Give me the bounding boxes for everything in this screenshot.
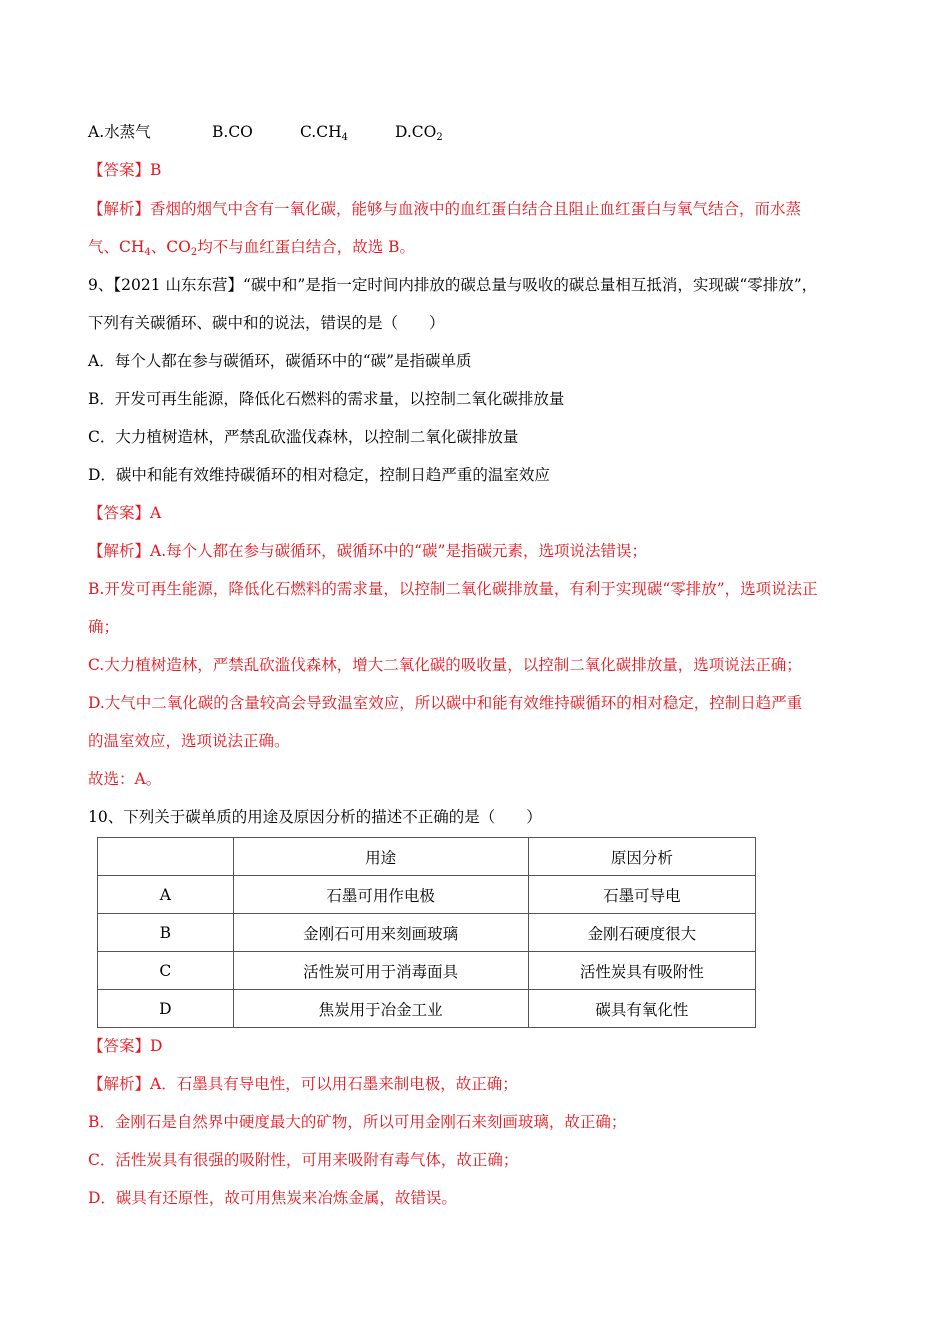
table-row — [98, 990, 756, 1028]
q8-options — [88, 122, 443, 142]
q9-stem-line1: 9、【2021 山东东营】“碳中和”是指一定时间内排放的碳总量与吸收的碳总量相互抵消，实现碳“零排放”， — [88, 276, 818, 294]
q8-option-c: $C.CH_4$ — [300, 123, 348, 143]
q10-table — [97, 837, 756, 1028]
table-cell: B — [98, 914, 234, 952]
table-row — [98, 914, 756, 952]
q9-option-d: D．碳中和能有效维持碳循环的相对稳定，控制日趋严重的温室效应 — [88, 466, 550, 484]
q8-answer: 【答案】B — [88, 161, 162, 179]
q8-analysis-line1: 【解析】香烟的烟气中含有一氧化碳，能够与血液中的血红蛋白结合且阻止血红蛋白与氧气结合，而水蒸 — [88, 200, 802, 218]
table-cell: 活性炭可用于消毒面具 — [233, 952, 528, 990]
q10-stem: 10、下列关于碳单质的用途及原因分析的描述不正确的是（ ） — [88, 808, 542, 826]
table-header-cell: 原因分析 — [528, 838, 755, 876]
table-header-cell — [98, 838, 234, 876]
table-cell: 石墨可用作电极 — [233, 876, 528, 914]
q9-option-a: A．每个人都在参与碳循环，碳循环中的“碳”是指碳单质 — [88, 352, 472, 370]
table-cell: 碳具有氧化性 — [528, 990, 755, 1028]
q10-analysis-line: C．活性炭具有很强的吸附性，可用来吸附有毒气体，故正确； — [88, 1151, 519, 1169]
q8-analysis-line2: 气、$CH_4$、$CO_2$均不与血红蛋白结合，故选 B。 — [88, 238, 416, 258]
q9-analysis-line: 【解析】A.每个人都在参与碳循环，碳循环中的“碳”是指碳元素，选项说法错误； — [88, 542, 647, 560]
q10-analysis-line: B．金刚石是自然界中硬度最大的矿物，所以可用金刚石来刻画玻璃，故正确； — [88, 1113, 627, 1131]
q10-analysis-line: 【解析】A．石墨具有导电性，可以用石墨来制电极，故正确； — [88, 1075, 518, 1093]
q9-analysis-line: D.大气中二氧化碳的含量较高会导致温室效应，所以碳中和能有效维持碳循环的相对稳定，控制日趋严重 — [88, 694, 803, 712]
table-cell: D — [98, 990, 234, 1028]
q9-conclusion: 故选：A。 — [88, 770, 162, 788]
q9-analysis-line: B.开发可再生能源，降低化石燃料的需求量，以控制二氧化碳排放量，有利于实现碳“零排放”，选项说法正 — [88, 580, 818, 598]
q9-stem-line2: 下列有关碳循环、碳中和的说法，错误的是（ ） — [88, 314, 445, 332]
table-row — [98, 952, 756, 990]
table-cell: 焦炭用于冶金工业 — [233, 990, 528, 1028]
q9-analysis-line: C.大力植树造林，严禁乱砍滥伐森林，增大二氧化碳的吸收量，以控制二氧化碳排放量，选项说法正确； — [88, 656, 802, 674]
table-cell: 金刚石硬度很大 — [528, 914, 755, 952]
q9-option-b: B．开发可再生能源，降低化石燃料的需求量，以控制二氧化碳排放量 — [88, 390, 565, 408]
q9-option-c: C．大力植树造林，严禁乱砍滥伐森林，以控制二氧化碳排放量 — [88, 428, 519, 446]
table-header-cell: 用途 — [233, 838, 528, 876]
table-header-row — [98, 838, 756, 876]
table-row — [98, 876, 756, 914]
table-cell: 金刚石可用来刻画玻璃 — [233, 914, 528, 952]
q10-answer: 【答案】D — [88, 1037, 163, 1055]
table-cell: 活性炭具有吸附性 — [528, 952, 755, 990]
q8-option-a: A.水蒸气 — [88, 123, 151, 141]
q8-option-b: B.CO — [212, 123, 253, 141]
q10-analysis-line: D．碳具有还原性，故可用焦炭来冶炼金属，故错误。 — [88, 1189, 457, 1207]
q9-answer: 【答案】A — [88, 504, 162, 522]
q9-analysis-line: 的温室效应，选项说法正确。 — [88, 732, 290, 750]
q9-analysis-line: 确； — [88, 618, 120, 636]
table-cell: A — [98, 876, 234, 914]
table-cell: C — [98, 952, 234, 990]
table-cell: 石墨可导电 — [528, 876, 755, 914]
q8-option-d: $D.CO_2$ — [395, 123, 443, 143]
